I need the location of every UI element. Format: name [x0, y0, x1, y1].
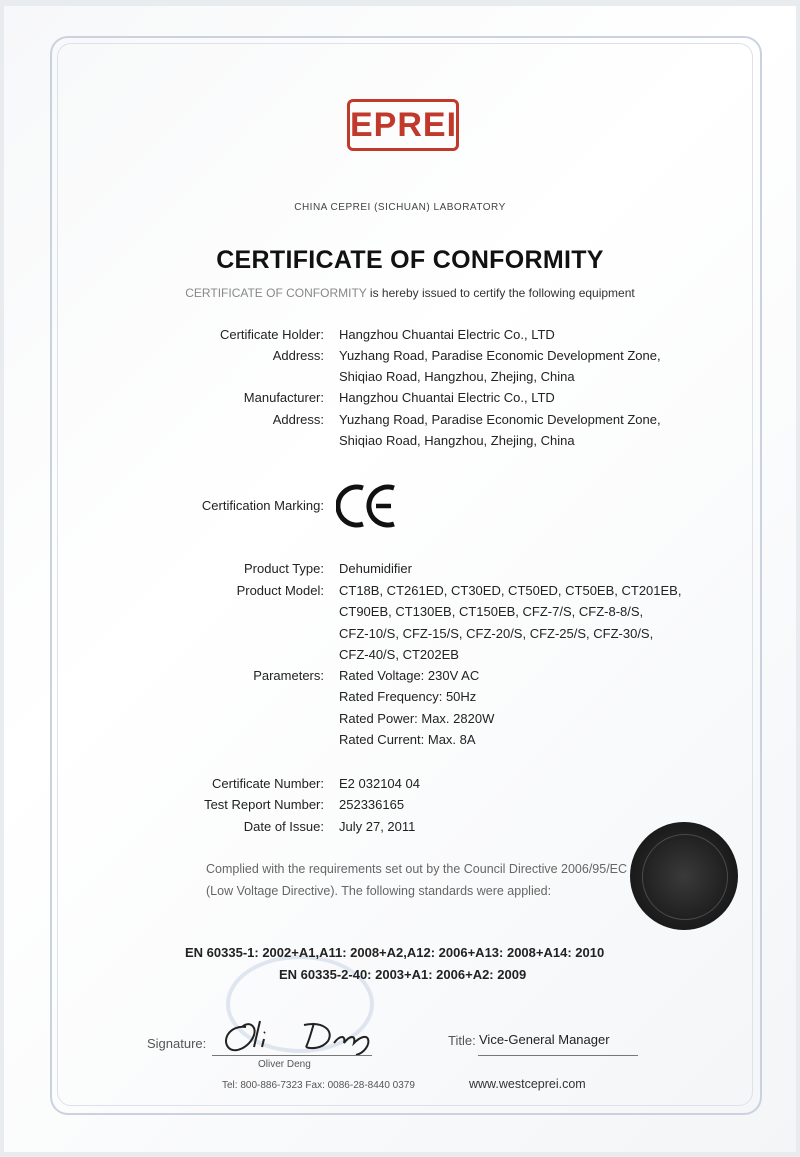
laboratory-name: CHINA CEPREI (SICHUAN) LABORATORY	[294, 202, 506, 213]
product-type-value: Dehumidifier	[339, 561, 412, 576]
issue-date-label: Date of Issue:	[243, 819, 324, 834]
parameter-line: Rated Frequency: 50Hz	[339, 689, 477, 704]
subtitle-lead: CERTIFICATE OF CONFORMITY	[185, 286, 367, 300]
product-model-label: Product Model:	[236, 583, 324, 598]
title-line	[478, 1055, 638, 1056]
test-report-label: Test Report Number:	[204, 797, 324, 812]
product-type-label: Product Type:	[244, 561, 324, 576]
title-label: Title:	[448, 1033, 476, 1048]
holder-address-label: Address:	[272, 348, 324, 363]
signature-line	[212, 1055, 372, 1056]
issue-date-value: July 27, 2011	[339, 819, 416, 834]
standard-line: EN 60335-2-40: 2003+A1: 2006+A2: 2009	[279, 967, 527, 982]
manufacturer-address-label: Address:	[272, 412, 324, 427]
parameter-line: Rated Current: Max. 8A	[339, 732, 476, 747]
page-title: CERTIFICATE OF CONFORMITY	[216, 246, 604, 274]
marking-label: Certification Marking:	[201, 498, 324, 513]
certificate-subtitle	[0, 286, 800, 300]
manufacturer-address-line1: Yuzhang Road, Paradise Economic Development Zone,	[339, 412, 661, 427]
product-model-line: CFZ-40/S, CT202EB	[339, 647, 459, 662]
signature-label: Signature:	[147, 1036, 207, 1051]
product-model-line: CT90EB, CT130EB, CT150EB, CFZ-7/S, CFZ-8-8/S,	[339, 604, 644, 619]
footer-contact: Tel: 800-886-7323 Fax: 0086-28-8440 0379	[222, 1080, 415, 1091]
manufacturer-value: Hangzhou Chuantai Electric Co., LTD	[339, 390, 555, 405]
title-value: Vice-General Manager	[479, 1032, 610, 1047]
handwritten-signature	[216, 1013, 386, 1057]
subtitle-rest: is hereby issued to certify the following equipment	[366, 286, 635, 300]
parameter-line: Rated Power: Max. 2820W	[339, 711, 495, 726]
parameters-label: Parameters:	[253, 668, 324, 683]
holder-address-line1: Yuzhang Road, Paradise Economic Development Zone,	[339, 348, 661, 363]
manufacturer-address-line2: Shiqiao Road, Hangzhou, Zhejing, China	[339, 433, 575, 448]
parameter-line: Rated Voltage: 230V AC	[339, 668, 480, 683]
test-report-value: 252336165	[339, 797, 405, 812]
product-model-line: CT18B, CT261ED, CT30ED, CT50ED, CT50EB, CT201EB,	[339, 583, 682, 598]
manufacturer-label: Manufacturer:	[243, 390, 324, 405]
official-seal-ring	[642, 834, 728, 920]
product-model-line: CFZ-10/S, CFZ-15/S, CFZ-20/S, CFZ-25/S, CFZ-30/S,	[339, 626, 654, 641]
holder-label: Certificate Holder:	[219, 327, 324, 342]
holder-address-line2: Shiqiao Road, Hangzhou, Zhejing, China	[339, 369, 575, 384]
signatory-name: Oliver Deng	[258, 1059, 311, 1070]
certificate-number-label: Certificate Number:	[212, 776, 324, 791]
certificate-number-value: E2 032104 04	[339, 776, 420, 791]
holder-value: Hangzhou Chuantai Electric Co., LTD	[339, 327, 555, 342]
ce-mark-icon	[336, 482, 398, 530]
standard-line: EN 60335-1: 2002+A1,A11: 2008+A2,A12: 2006+A13: 2008+A14: 2010	[185, 945, 605, 960]
footer-website: www.westceprei.com	[469, 1077, 586, 1091]
compliance-statement: Complied with the requirements set out by the Council Directive 2006/95/EC (Low Voltage Directive). The following standards were applied:	[206, 862, 628, 898]
ceprei-logo: EPREI	[347, 99, 459, 151]
